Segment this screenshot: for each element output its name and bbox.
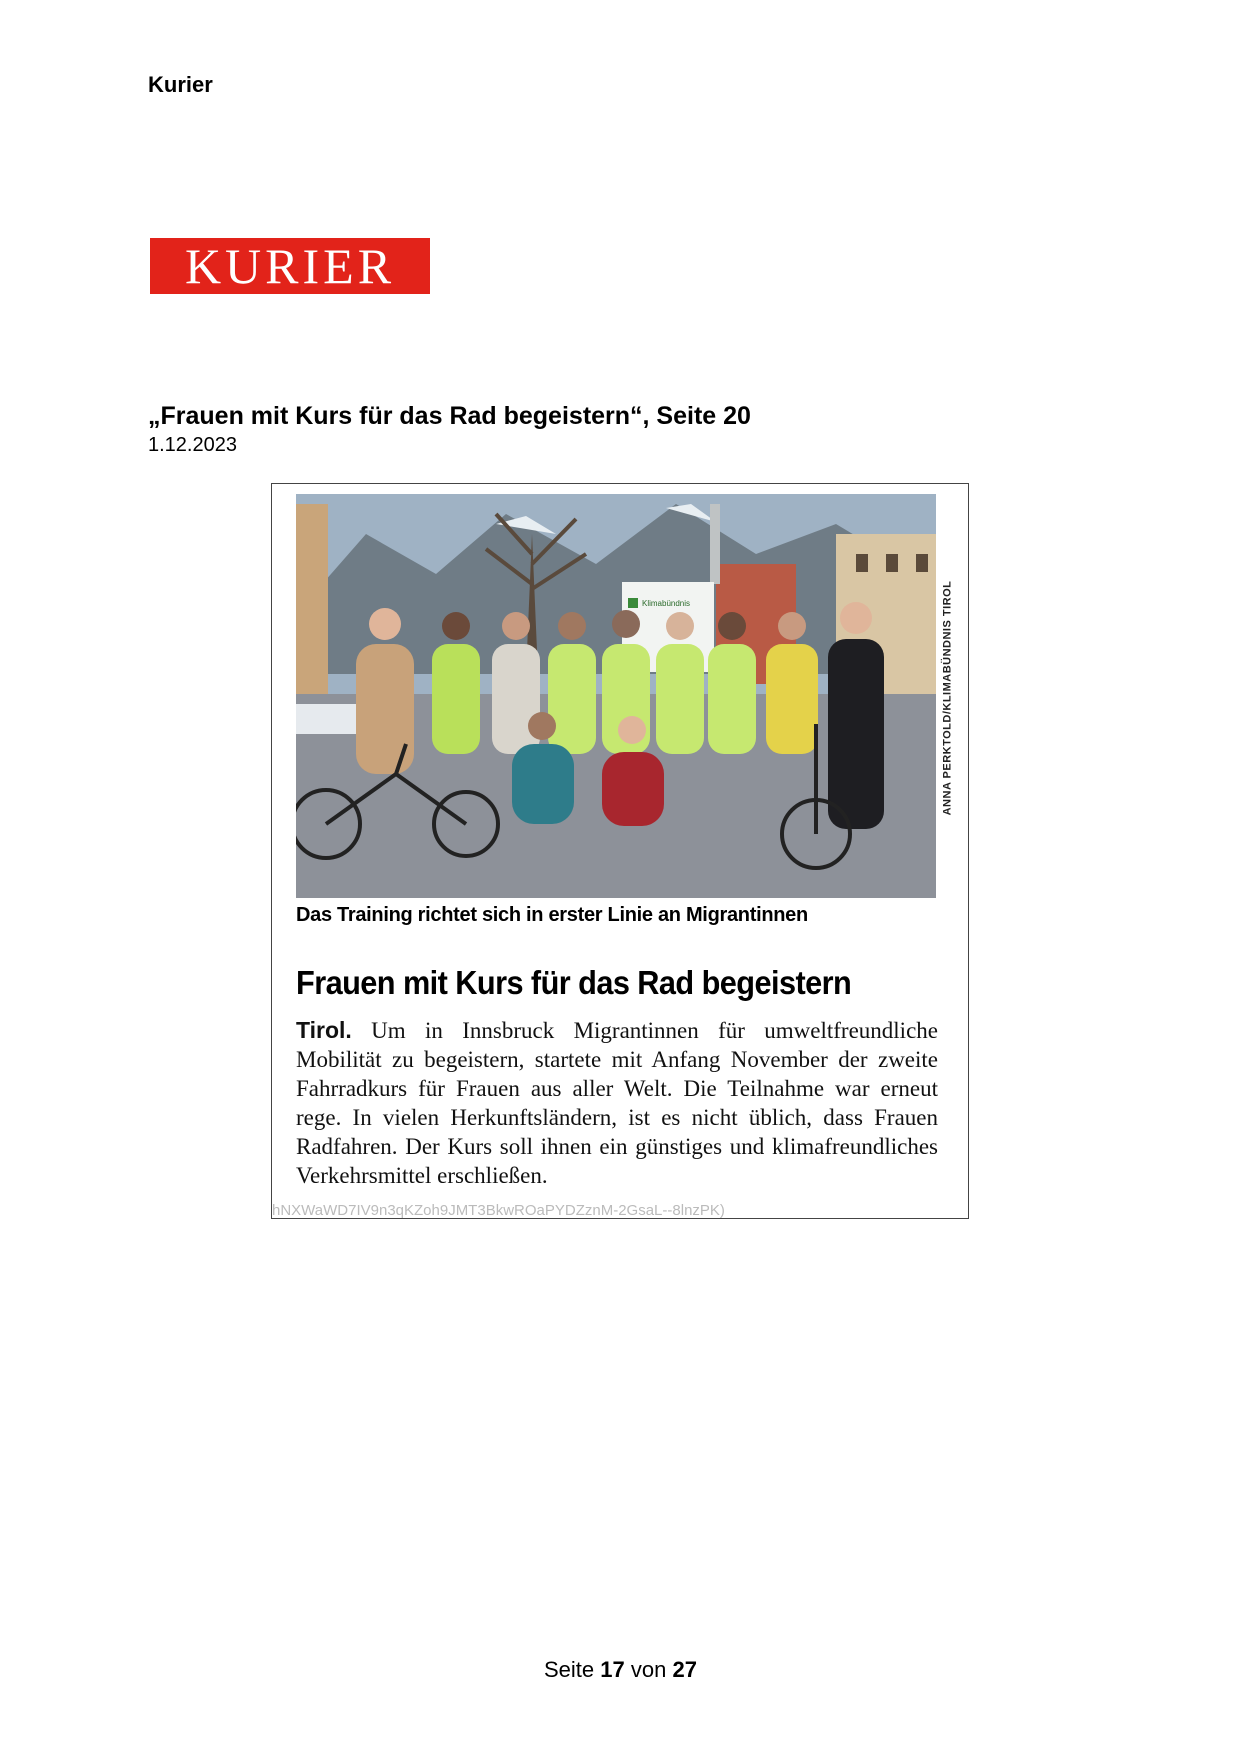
sign-text: Klimabündnis <box>642 599 691 608</box>
article-date: 1.12.2023 <box>148 434 237 456</box>
photo-caption: Das Training richtet sich in erster Linie an Migrantinnen <box>296 904 808 926</box>
newspaper-clipping <box>271 483 969 1219</box>
source-label: Kurier <box>148 72 213 97</box>
kurier-logo: KURIER <box>150 238 430 294</box>
footer-page-number: 17 <box>600 1657 625 1682</box>
group-photo-illustration <box>296 494 936 898</box>
group-photo <box>296 494 936 898</box>
clipping-body-text: Um in Innsbruck Migrantinnen für umweltfreundliche Mobilität zu begeistern, startete mit Anfang November der zweite Fahrradkurs für Frauen aus aller Welt. Die Teilnahme war erneut rege. In vielen Herkunftsländern, ist es nicht üblich, dass Frauen Radfahren. Der Kurs soll ihnen ein günstiges und klimafreundliches Verkehrsmittel erschließen. <box>296 1018 938 1188</box>
footer-prefix: Seite <box>544 1657 595 1682</box>
clipping-lead: Tirol. <box>296 1017 352 1043</box>
footer-page-total: 27 <box>672 1657 697 1682</box>
clipping-body <box>296 1016 938 1190</box>
page-footer <box>0 1657 1241 1683</box>
clipping-code: hNXWaWD7IV9n3qKZoh9JMT3BkwROaPYDZznM-2GsaL--8lnzPK) <box>272 1202 725 1219</box>
clipping-headline: Frauen mit Kurs für das Rad begeistern <box>296 964 852 1001</box>
photo-credit: ANNA PERKTOLD/KLIMABÜNDNIS TIROL <box>941 580 953 816</box>
footer-of: von <box>630 1657 667 1682</box>
article-title: „Frauen mit Kurs für das Rad begeistern“, Seite 20 <box>148 402 751 430</box>
